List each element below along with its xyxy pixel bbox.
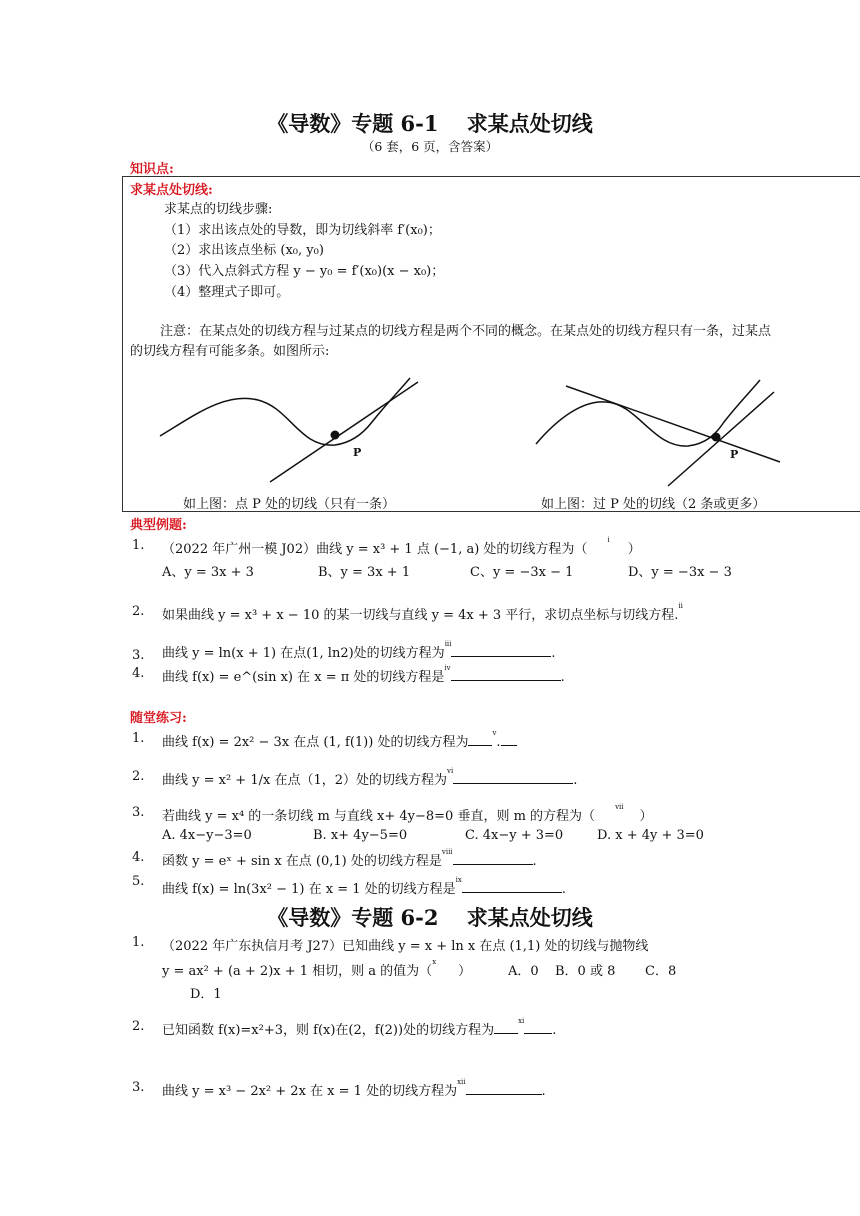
ex3-footnote: iii xyxy=(444,640,452,648)
ex3-text: 曲线 y = ln(x + 1) 在点(1, ln2)处的切线方程为 xyxy=(162,646,445,661)
p5-footnote: ix xyxy=(455,876,462,884)
step-2: （2）求出该点坐标 (x₀, y₀) xyxy=(164,243,324,258)
p3-footnote: vii xyxy=(615,803,624,811)
curve xyxy=(160,378,410,445)
q3-question xyxy=(162,1080,546,1099)
figure-single-tangent xyxy=(150,370,440,490)
p3-close: ） xyxy=(639,809,653,824)
fig1-point-label: P xyxy=(353,446,362,459)
p2-end: . xyxy=(573,773,578,788)
note-line-2: 的切线方程有可能多条。如图所示: xyxy=(130,344,330,359)
box-heading: 求某点处切线: xyxy=(130,183,213,198)
doc-title-6-2: 《导数》专题 6-2 求某点处切线 xyxy=(267,905,593,930)
q1-option-d: D．1 xyxy=(190,987,222,1002)
q2-text: 已知函数 f(x)=x²+3，则 f(x)在(2，f(2))处的切线方程为 xyxy=(162,1023,495,1038)
p1-footnote: v xyxy=(492,729,497,737)
knowledge-heading: 知识点: xyxy=(130,162,174,177)
tangent-line-2 xyxy=(668,392,774,486)
p5-text: 曲线 f(x) = ln(3x² − 1) 在 x = 1 处的切线方程是 xyxy=(162,882,456,897)
q1-text: y = ax² + (a + 2)x + 1 相切，则 a 的值为（ xyxy=(162,964,433,979)
ex4-num: 4. xyxy=(132,666,145,681)
q3-answer-blank[interactable] xyxy=(466,1081,542,1095)
ex3-answer-blank[interactable] xyxy=(451,643,551,657)
ex2-footnote: ii xyxy=(678,602,683,610)
caption-1: 如上图：点 P 处的切线（只有一条） xyxy=(183,497,396,512)
p1-text: 曲线 f(x) = 2x² − 3x 在点 (1, f(1)) 处的切线方程为 xyxy=(162,735,469,750)
p2-question xyxy=(162,769,577,788)
doc-subtitle: （6 套，6 页，含答案） xyxy=(361,139,499,154)
p4-num: 4. xyxy=(132,850,145,865)
ex1-option-c: C、y = −3x − 1 xyxy=(470,565,574,580)
q1-option-c: C．8 xyxy=(645,964,677,979)
tangent-line xyxy=(270,382,418,482)
ex4-footnote: iv xyxy=(444,664,451,672)
q3-num: 3. xyxy=(132,1080,145,1095)
q1-line-1: （2022 年广东执信月考 J27）已知曲线 y = x + ln x 在点 (1,1) 处的切线与抛物线 xyxy=(162,939,649,954)
ex1-close: ） xyxy=(627,542,641,557)
examples-heading: 典型例题: xyxy=(130,518,187,533)
ex2-num: 2. xyxy=(132,604,145,619)
tangent-point xyxy=(331,431,340,440)
p1-end: . xyxy=(496,735,501,750)
fig2-point-label: P xyxy=(730,448,739,461)
ex1-question xyxy=(162,538,641,557)
p3-num: 3. xyxy=(132,805,145,820)
ex1-num: 1. xyxy=(132,538,145,553)
q2-answer-blank[interactable] xyxy=(524,1020,552,1034)
note-line-1: 注意：在某点处的切线方程与过某点的切线方程是两个不同的概念。在某点处的切线方程只有一条，过某点 xyxy=(160,324,772,339)
ex4-text: 曲线 f(x) = e^(sin x) 在 x = π 处的切线方程是 xyxy=(162,670,445,685)
p4-footnote: viii xyxy=(441,848,453,856)
q2-num: 2. xyxy=(132,1019,145,1034)
p1-question xyxy=(162,731,517,750)
q2-footnote: xi xyxy=(518,1017,525,1025)
ex1-footnote: i xyxy=(607,536,610,544)
step-4: （4）整理式子即可。 xyxy=(164,285,290,300)
q3-end: . xyxy=(541,1084,546,1099)
ex3-question xyxy=(162,642,556,661)
p3-text: 若曲线 y = x⁴ 的一条切线 m 与直线 x+ 4y−8=0 垂直，则 m 的方程为（ xyxy=(162,809,596,824)
ex2-question xyxy=(162,604,683,623)
p3-option-d: D. x + 4y + 3=0 xyxy=(597,828,704,843)
p4-answer-blank[interactable] xyxy=(453,851,533,865)
ex1-option-d: D、y = −3x − 3 xyxy=(628,565,732,580)
q1-line-2 xyxy=(162,960,471,979)
tangent-line-1 xyxy=(566,386,780,462)
ex4-answer-blank[interactable] xyxy=(451,667,561,681)
figure-multiple-tangents xyxy=(528,368,788,492)
q2-question xyxy=(162,1019,556,1038)
caption-2: 如上图：过 P 处的切线（2 条或更多） xyxy=(541,497,766,512)
ex4-end: . xyxy=(560,670,565,685)
p3-option-b: B. x+ 4y−5=0 xyxy=(313,828,408,843)
q3-text: 曲线 y = x³ − 2x² + 2x 在 x = 1 处的切线方程为 xyxy=(162,1084,458,1099)
p3-option-c: C. 4x−y + 3=0 xyxy=(465,828,564,843)
ex1-option-b: B、y = 3x + 1 xyxy=(318,565,411,580)
q3-footnote: xii xyxy=(457,1078,466,1086)
p5-answer-blank[interactable] xyxy=(462,879,562,893)
p5-question xyxy=(162,878,566,897)
p3-question xyxy=(162,805,653,824)
ex1-option-a: A、y = 3x + 3 xyxy=(162,565,254,580)
p4-end: . xyxy=(532,854,537,869)
p2-footnote: vi xyxy=(447,767,454,775)
step-1: （1）求出该点处的导数，即为切线斜率 f′(x₀)； xyxy=(164,223,441,238)
ex3-num: 3. xyxy=(132,648,145,663)
doc-title-6-1: 《导数》专题 6-1 求某点处切线 xyxy=(267,111,593,136)
q1-option-a: A．0 xyxy=(508,964,539,979)
practice-heading: 随堂练习: xyxy=(130,711,187,726)
p5-end: . xyxy=(561,882,566,897)
p1-num: 1. xyxy=(132,731,145,746)
ex4-question xyxy=(162,666,565,685)
steps-intro: 求某点的切线步骤: xyxy=(164,202,273,217)
step-3: （3）代入点斜式方程 y − y₀ = f′(x₀)(x − x₀)； xyxy=(164,264,445,279)
p4-text: 函数 y = eˣ + sin x 在点 (0,1) 处的切线方程是 xyxy=(162,854,442,869)
q1-close: ） xyxy=(458,964,472,979)
p4-question xyxy=(162,850,537,869)
p2-num: 2. xyxy=(132,769,145,784)
p5-num: 5. xyxy=(132,874,145,889)
tangent-point xyxy=(712,433,721,442)
curve xyxy=(536,380,760,446)
ex2-text: 如果曲线 y = x³ + x − 10 的某一切线与直线 y = 4x + 3 平行，求切点坐标与切线方程. xyxy=(162,608,679,623)
ex3-end: . xyxy=(551,646,556,661)
p2-text: 曲线 y = x² + 1/x 在点（1，2）处的切线方程为 xyxy=(162,773,447,788)
q1-option-b: B．0 或 8 xyxy=(555,964,616,979)
ex1-text: （2022 年广州一模 J02）曲线 y = x³ + 1 点 (−1, a) 处的切线方程为（ xyxy=(162,542,588,557)
p1-answer-blank[interactable] xyxy=(501,732,517,746)
p2-answer-blank[interactable] xyxy=(453,770,573,784)
q2-end: . xyxy=(552,1023,557,1038)
p3-option-a: A. 4x−y−3=0 xyxy=(162,828,252,843)
q1-footnote: x xyxy=(432,958,437,966)
q1-num: 1. xyxy=(132,935,145,950)
